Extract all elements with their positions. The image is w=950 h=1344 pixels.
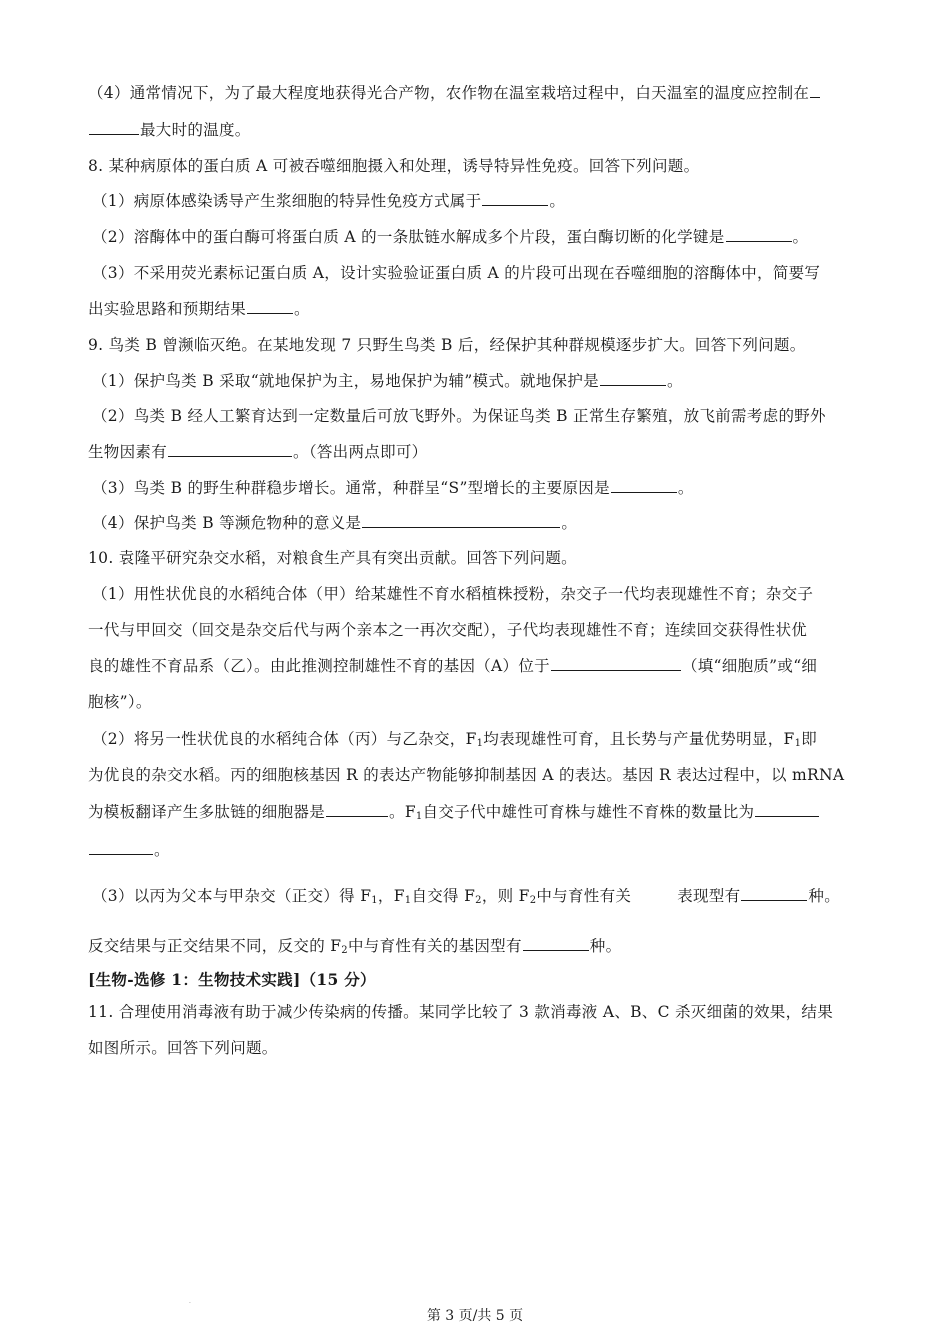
text-run: ，F xyxy=(377,887,405,905)
q10-part2-line1 xyxy=(92,728,862,750)
q10-stem: 10. 袁隆平研究杂交水稻，对粮食生产具有突出贡献。回答下列问题。 xyxy=(88,549,577,567)
text-run: 种。 xyxy=(808,887,840,905)
q10-part2-line3 xyxy=(88,801,862,823)
q9-part4 xyxy=(92,512,862,534)
q9-part2-text: 生物因素有 xyxy=(88,443,168,461)
q10-part1-line3 xyxy=(88,655,862,677)
text-run: ，则 F xyxy=(481,887,530,905)
punct: 。 xyxy=(792,228,809,246)
q7-part4-text: （4）通常情况下，为了最大程度地获得光合产物，农作物在温室栽培过程中，白天温室的温度应控制在 xyxy=(88,84,810,102)
punct: 。 xyxy=(561,514,578,532)
q8-stem: 8. 某种病原体的蛋白质 A 可被吞噬细胞摄入和处理，诱导特异性免疫。回答下列问题。 xyxy=(88,157,700,175)
text-run: 均表现雄性可育，且长势与产量优势明显，F xyxy=(483,730,795,748)
section-heading: [生物-选修 1：生物技术实践]（15 分） xyxy=(88,970,376,989)
punct: 。 xyxy=(154,841,170,859)
q7-part4-line2 xyxy=(88,119,862,141)
subscript: 2 xyxy=(475,895,482,906)
q8-part3-line1: （3）不采用荧光素标记蛋白质 A，设计实验验证蛋白质 A 的片段可出现在吞噬细胞的溶酶体中，简要写 xyxy=(92,264,821,282)
text-run: 表现型有 xyxy=(677,887,741,905)
answer-blank[interactable] xyxy=(247,298,293,314)
text-run: （3）以丙为父本与甲杂交（正交）得 F xyxy=(92,887,372,905)
q8-part2 xyxy=(92,226,862,248)
subscript: 1 xyxy=(794,738,802,749)
subscript: 1 xyxy=(371,895,378,906)
q10-part2-line2: 为优良的杂交水稻。丙的细胞核基因 R 的表达产物能够抑制基因 A 的表达。基因 R 表达过程中，以 mRNA xyxy=(88,766,845,784)
q9-part1-text: （1）保护鸟类 B 采取“就地保护为主，易地保护为辅”模式。就地保护是 xyxy=(92,372,599,390)
q9-part1 xyxy=(92,370,862,392)
q10-part1-line4: 胞核”）。 xyxy=(88,693,152,711)
q9-part3 xyxy=(92,477,862,499)
answer-blank[interactable] xyxy=(482,190,548,206)
q11-stem-line2: 如图所示。回答下列问题。 xyxy=(88,1039,278,1057)
q8-part3-line2 xyxy=(88,298,862,320)
q10-part1-hint: （填“细胞质”或“细 xyxy=(681,657,818,675)
q11-stem-line1: 11. 合理使用消毒液有助于减少传染病的传播。某同学比较了 3 款消毒液 A、B、C 杀灭细菌的效果，结果 xyxy=(88,1003,833,1021)
text-run: （2）将另一性状优良的水稻纯合体（丙）与乙杂交，F xyxy=(92,730,477,748)
q10-part1-text: 良的雄性不育品系（乙）。由此推测控制雄性不育的基因（A）位于 xyxy=(88,657,550,675)
q8-part1-text: （1）病原体感染诱导产生浆细胞的特异性免疫方式属于 xyxy=(92,192,482,210)
q9-stem: 9. 鸟类 B 曾濒临灭绝。在某地发现 7 只野生鸟类 B 后，经保护其种群规模逐步扩大。回答下列问题。 xyxy=(88,336,806,354)
punct: 。 xyxy=(294,300,310,318)
q9-part2-line2 xyxy=(88,441,862,463)
answer-blank[interactable] xyxy=(755,801,819,817)
answer-blank[interactable] xyxy=(741,885,807,901)
subscript: 2 xyxy=(341,945,348,956)
q10-part1-line1: （1）用性状优良的水稻纯合体（甲）给某雄性不育水稻植株授粉，杂交子一代均表现雄性不育；杂交子 xyxy=(92,585,814,603)
text-run: 即 xyxy=(801,730,818,748)
footer-dot: · xyxy=(189,1300,191,1307)
answer-blank[interactable] xyxy=(362,512,560,528)
answer-blank[interactable] xyxy=(726,226,792,242)
q9-part3-text: （3）鸟类 B 的野生种群稳步增长。通常，种群呈“S”型增长的主要原因是 xyxy=(92,479,610,497)
subscript: 1 xyxy=(476,738,484,749)
punct: 。 xyxy=(666,372,683,390)
answer-blank[interactable] xyxy=(523,935,589,951)
subscript: 1 xyxy=(404,895,412,906)
q9-part4-text: （4）保护鸟类 B 等濒危物种的意义是 xyxy=(92,514,362,532)
text-run: 中与育性有关 xyxy=(536,887,632,905)
subscript: 1 xyxy=(415,811,423,822)
q10-part3-line2 xyxy=(88,935,862,957)
answer-blank[interactable] xyxy=(551,655,681,671)
q9-part2-note: 。（答出两点即可） xyxy=(293,443,428,461)
text-run: 反交结果与正交结果不同，反交的 F xyxy=(88,937,342,955)
answer-blank[interactable] xyxy=(611,477,677,493)
text-run: 为模板翻译产生多肽链的细胞器是 xyxy=(88,803,326,821)
subscript: 2 xyxy=(529,895,537,906)
q8-part3-text: 出实验思路和预期结果 xyxy=(88,300,247,318)
text-run: 自交子代中雄性可育株与雄性不育株的数量比为 xyxy=(422,803,755,821)
q10-part2-line4 xyxy=(88,839,862,861)
text-run: 自交得 F xyxy=(411,887,476,905)
text-run: 种。 xyxy=(589,937,622,955)
q7-part4-tail: 最大时的温度。 xyxy=(140,121,251,139)
answer-blank[interactable] xyxy=(326,801,388,817)
q10-part1-line2: 一代与甲回交（回交是杂交后代与两个亲本之一再次交配），子代均表现雄性不育；连续回交获得性状优 xyxy=(88,621,808,639)
q9-part2-line1: （2）鸟类 B 经人工繁育达到一定数量后可放飞野外。为保证鸟类 B 正常生存繁殖，放飞前需考虑的野外 xyxy=(92,407,826,425)
q8-part2-text: （2）溶酶体中的蛋白酶可将蛋白质 A 的一条肽链水解成多个片段，蛋白酶切断的化学键是 xyxy=(92,228,725,246)
answer-blank[interactable] xyxy=(89,839,153,855)
answer-blank[interactable] xyxy=(168,441,292,457)
answer-blank[interactable] xyxy=(89,119,139,135)
text-run: 中与育性有关的基因型有 xyxy=(347,937,522,955)
text-run: 。F xyxy=(389,803,416,821)
page-number: 第 3 页/共 5 页 xyxy=(426,1308,524,1324)
answer-blank[interactable] xyxy=(810,82,820,98)
answer-blank[interactable] xyxy=(600,370,666,386)
q10-part3-line1 xyxy=(92,885,862,907)
q8-part1 xyxy=(92,190,862,212)
q7-part4-line1 xyxy=(88,82,862,104)
punct: 。 xyxy=(677,479,694,497)
punct: 。 xyxy=(549,192,566,210)
